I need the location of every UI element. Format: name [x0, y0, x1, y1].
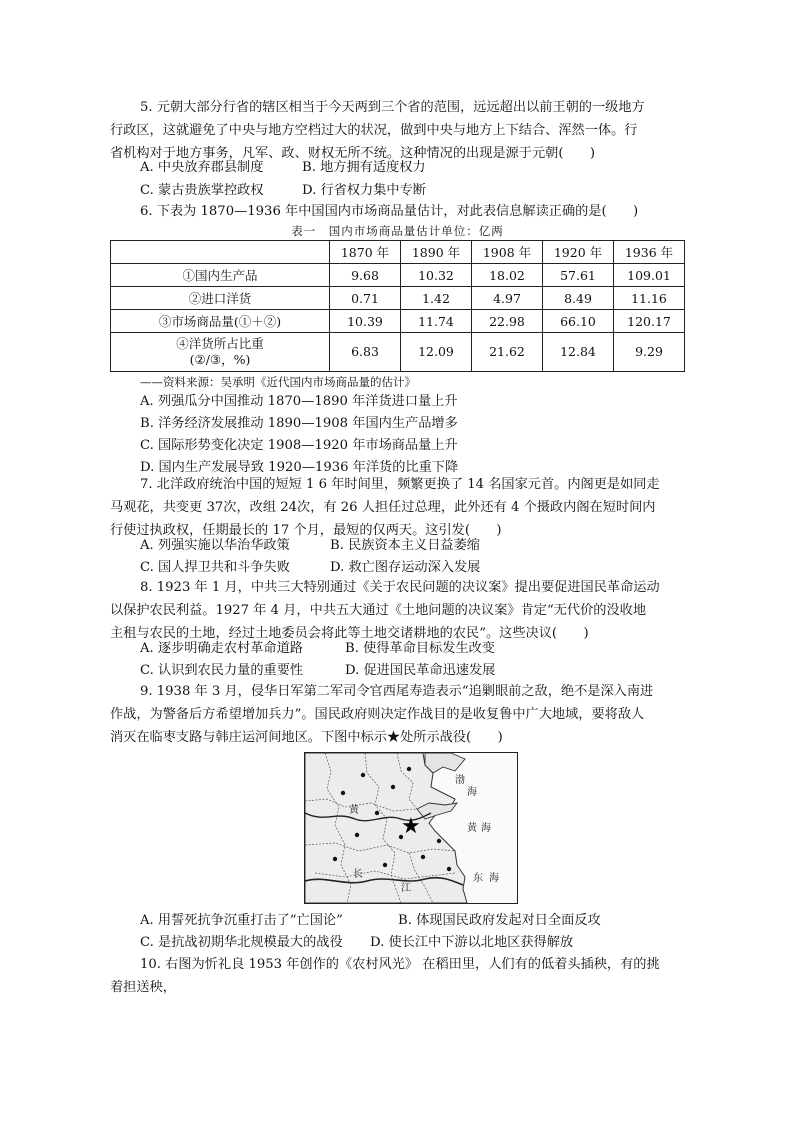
table-corner-cell	[111, 241, 330, 264]
table-row	[111, 264, 685, 287]
q8-option-a[interactable]: A. 逐步明确走农村革命道路	[140, 641, 303, 656]
table-cell: 1.42	[401, 287, 472, 310]
q8-option-d[interactable]: D. 促进国民革命迅速发展	[345, 663, 496, 678]
table-cell: 12.84	[543, 333, 614, 372]
q8-stem-line3: 主租与农民的土地，经过土地委员会将此等土地交诸耕地的农民”。这些决议( )	[110, 626, 589, 641]
map-label-bohai-2: 海	[467, 787, 477, 798]
table-row	[111, 310, 685, 333]
q5-option-d[interactable]: D. 行省权力集中专断	[302, 183, 426, 198]
table-cell: 8.49	[543, 287, 614, 310]
map-label-bohai: 渤	[455, 775, 465, 786]
q6-option-d[interactable]: D. 国内生产发展导致 1920—1936 年洋货的比重下降	[140, 460, 459, 475]
q5-stem-line3: 省机构对于地方事务，凡军、政、财权无所不统。这种情况的出现是源于元朝( )	[110, 146, 596, 161]
table-header-row	[111, 241, 685, 264]
q5-stem-line2: 行政区，这就避免了中央与地方空档过大的状况，做到中央与地方上下结合、浑然一体。行	[110, 123, 638, 138]
table-cell: 10.32	[401, 264, 472, 287]
q7-option-b[interactable]: B. 民族资本主义日益萎缩	[330, 538, 480, 553]
row-label-line1: ④洋货所占比重	[176, 336, 264, 351]
row-label	[111, 333, 330, 372]
q8-stem-line2: 以保护农民利益。1927 年 4 月，中共五大通过《土地问题的决议案》肯定“无代价的没收地	[110, 603, 647, 618]
q10-stem-line1: 10. 右图为忻礼良 1953 年创作的《农村风光》 在稻田里，人们有的低着头插秧，有的挑	[140, 957, 660, 972]
q9-option-c[interactable]: C. 是抗战初期华北规模最大的战役	[140, 935, 343, 950]
table-cell: 120.17	[614, 310, 685, 333]
table-source: ——资料来源：吴承明《近代国内市场商品量的估计》	[140, 375, 416, 389]
table-cell: 11.74	[401, 310, 472, 333]
year-header: 1890 年	[401, 241, 472, 264]
year-header: 1936 年	[614, 241, 685, 264]
row-label: ③市场商品量(①＋②)	[111, 310, 330, 333]
table-cell: 57.61	[543, 264, 614, 287]
table-cell: 10.39	[330, 310, 401, 333]
table-cell: 9.68	[330, 264, 401, 287]
q5-option-c[interactable]: C. 蒙古贵族掌控政权	[140, 183, 264, 198]
q7-option-c[interactable]: C. 国人捍卫共和斗争失败	[140, 560, 290, 575]
map-label-huang: 黄	[349, 805, 359, 816]
q6-option-c[interactable]: C. 国际形势变化决定 1908—1920 年市场商品量上升	[140, 438, 458, 453]
map-label-donghai-2: 海	[489, 873, 499, 884]
q9-option-d[interactable]: D. 使长江中下游以北地区获得解放	[370, 935, 574, 950]
map-label-huanghai: 黄	[467, 823, 477, 834]
q6-option-b[interactable]: B. 洋务经济发展推动 1890—1908 年国内生产品增多	[140, 416, 458, 431]
row-label: ②进口洋货	[111, 287, 330, 310]
table-cell: 11.16	[614, 287, 685, 310]
market-goods-table	[110, 240, 685, 372]
q5-stem-line1: 5. 元朝大部分行省的辖区相当于今天两到三个省的范围，远远超出以前王朝的一级地方	[140, 100, 645, 115]
table-cell: 109.01	[614, 264, 685, 287]
map-label-chang: 长	[353, 869, 363, 880]
table-cell: 66.10	[543, 310, 614, 333]
table-cell: 4.97	[472, 287, 543, 310]
q5-option-b[interactable]: B. 地方拥有适度权力	[302, 160, 426, 175]
q8-option-c[interactable]: C. 认识到农民力量的重要性	[140, 663, 304, 678]
q8-option-b[interactable]: B. 使得革命目标发生改变	[345, 641, 495, 656]
map-label-donghai: 东	[473, 873, 483, 884]
map-drawing	[305, 753, 517, 903]
northeast-coast-shape	[425, 753, 465, 773]
q9-stem-line2: 作战，为警备后方希望增加兵力”。国民政府则决定作战目的是收复鲁中广大地域，要将敌人	[110, 707, 645, 722]
year-header: 1920 年	[543, 241, 614, 264]
q7-option-a[interactable]: A. 列强实施以华治华政策	[140, 538, 290, 553]
year-header: 1870 年	[330, 241, 401, 264]
q9-stem-line3: 消灭在临枣支路与韩庄运河间地区。下图中标示★处所示战役( )	[110, 730, 503, 745]
table-cell: 18.02	[472, 264, 543, 287]
q6-stem-line1: 6. 下表为 1870—1936 年中国国内市场商品量估计，对此表信息解读正确的是( )	[140, 204, 639, 219]
q9-option-a[interactable]: A. 用誓死抗争沉重打击了“亡国论”	[140, 913, 343, 928]
map-label-jiang: 江	[401, 883, 411, 894]
row-label: ①国内生产品	[111, 264, 330, 287]
year-header: 1908 年	[472, 241, 543, 264]
q9-option-b[interactable]: B. 体现国民政府发起对日全面反攻	[398, 913, 601, 928]
q6-option-a[interactable]: A. 列强瓜分中国推动 1870—1890 年洋货进口量上升	[140, 394, 458, 409]
q7-stem-line2: 马观花，共变更 37次，改组 24次，有 26 人担任过总理，此外还有 4 个摄政内阁在短时间内	[110, 500, 656, 515]
row-label-line2: (②/③，%)	[189, 352, 251, 367]
battle-star-icon: ★	[401, 814, 421, 839]
q7-option-d[interactable]: D. 救亡图存运动深入发展	[330, 560, 481, 575]
table-cell: 9.29	[614, 333, 685, 372]
table-cell: 12.09	[401, 333, 472, 372]
table-cell: 6.83	[330, 333, 401, 372]
q7-stem-line1: 7. 北洋政府统治中国的短短 1 6 年时间里，频繁更换了 14 名国家元首。内阁更是如同走	[140, 477, 660, 492]
table-cell: 0.71	[330, 287, 401, 310]
table-cell: 22.98	[472, 310, 543, 333]
table-row	[111, 333, 685, 372]
q9-stem-line1: 9. 1938 年 3 月，侵华日军第二军司令官西尾寿造表示“追剿眼前之敌，绝不是深入南进	[140, 684, 654, 699]
map-label-huanghai-2: 海	[481, 823, 491, 834]
q5-option-a[interactable]: A. 中央放弃郡县制度	[140, 160, 264, 175]
q7-stem-line3: 行使过执政权，任期最长的 17 个月，最短的仅两天。这引发( )	[110, 523, 502, 538]
q8-stem-line1: 8. 1923 年 1 月，中共三大特别通过《关于农民问题的决议案》提出要促进国民革命运动	[140, 580, 660, 595]
battle-map	[304, 752, 518, 904]
table-row	[111, 287, 685, 310]
table-cell: 21.62	[472, 333, 543, 372]
table-caption: 表一 国内市场商品量估计单位：亿两	[291, 224, 504, 238]
q10-stem-line2: 着担送秧，	[110, 980, 176, 995]
